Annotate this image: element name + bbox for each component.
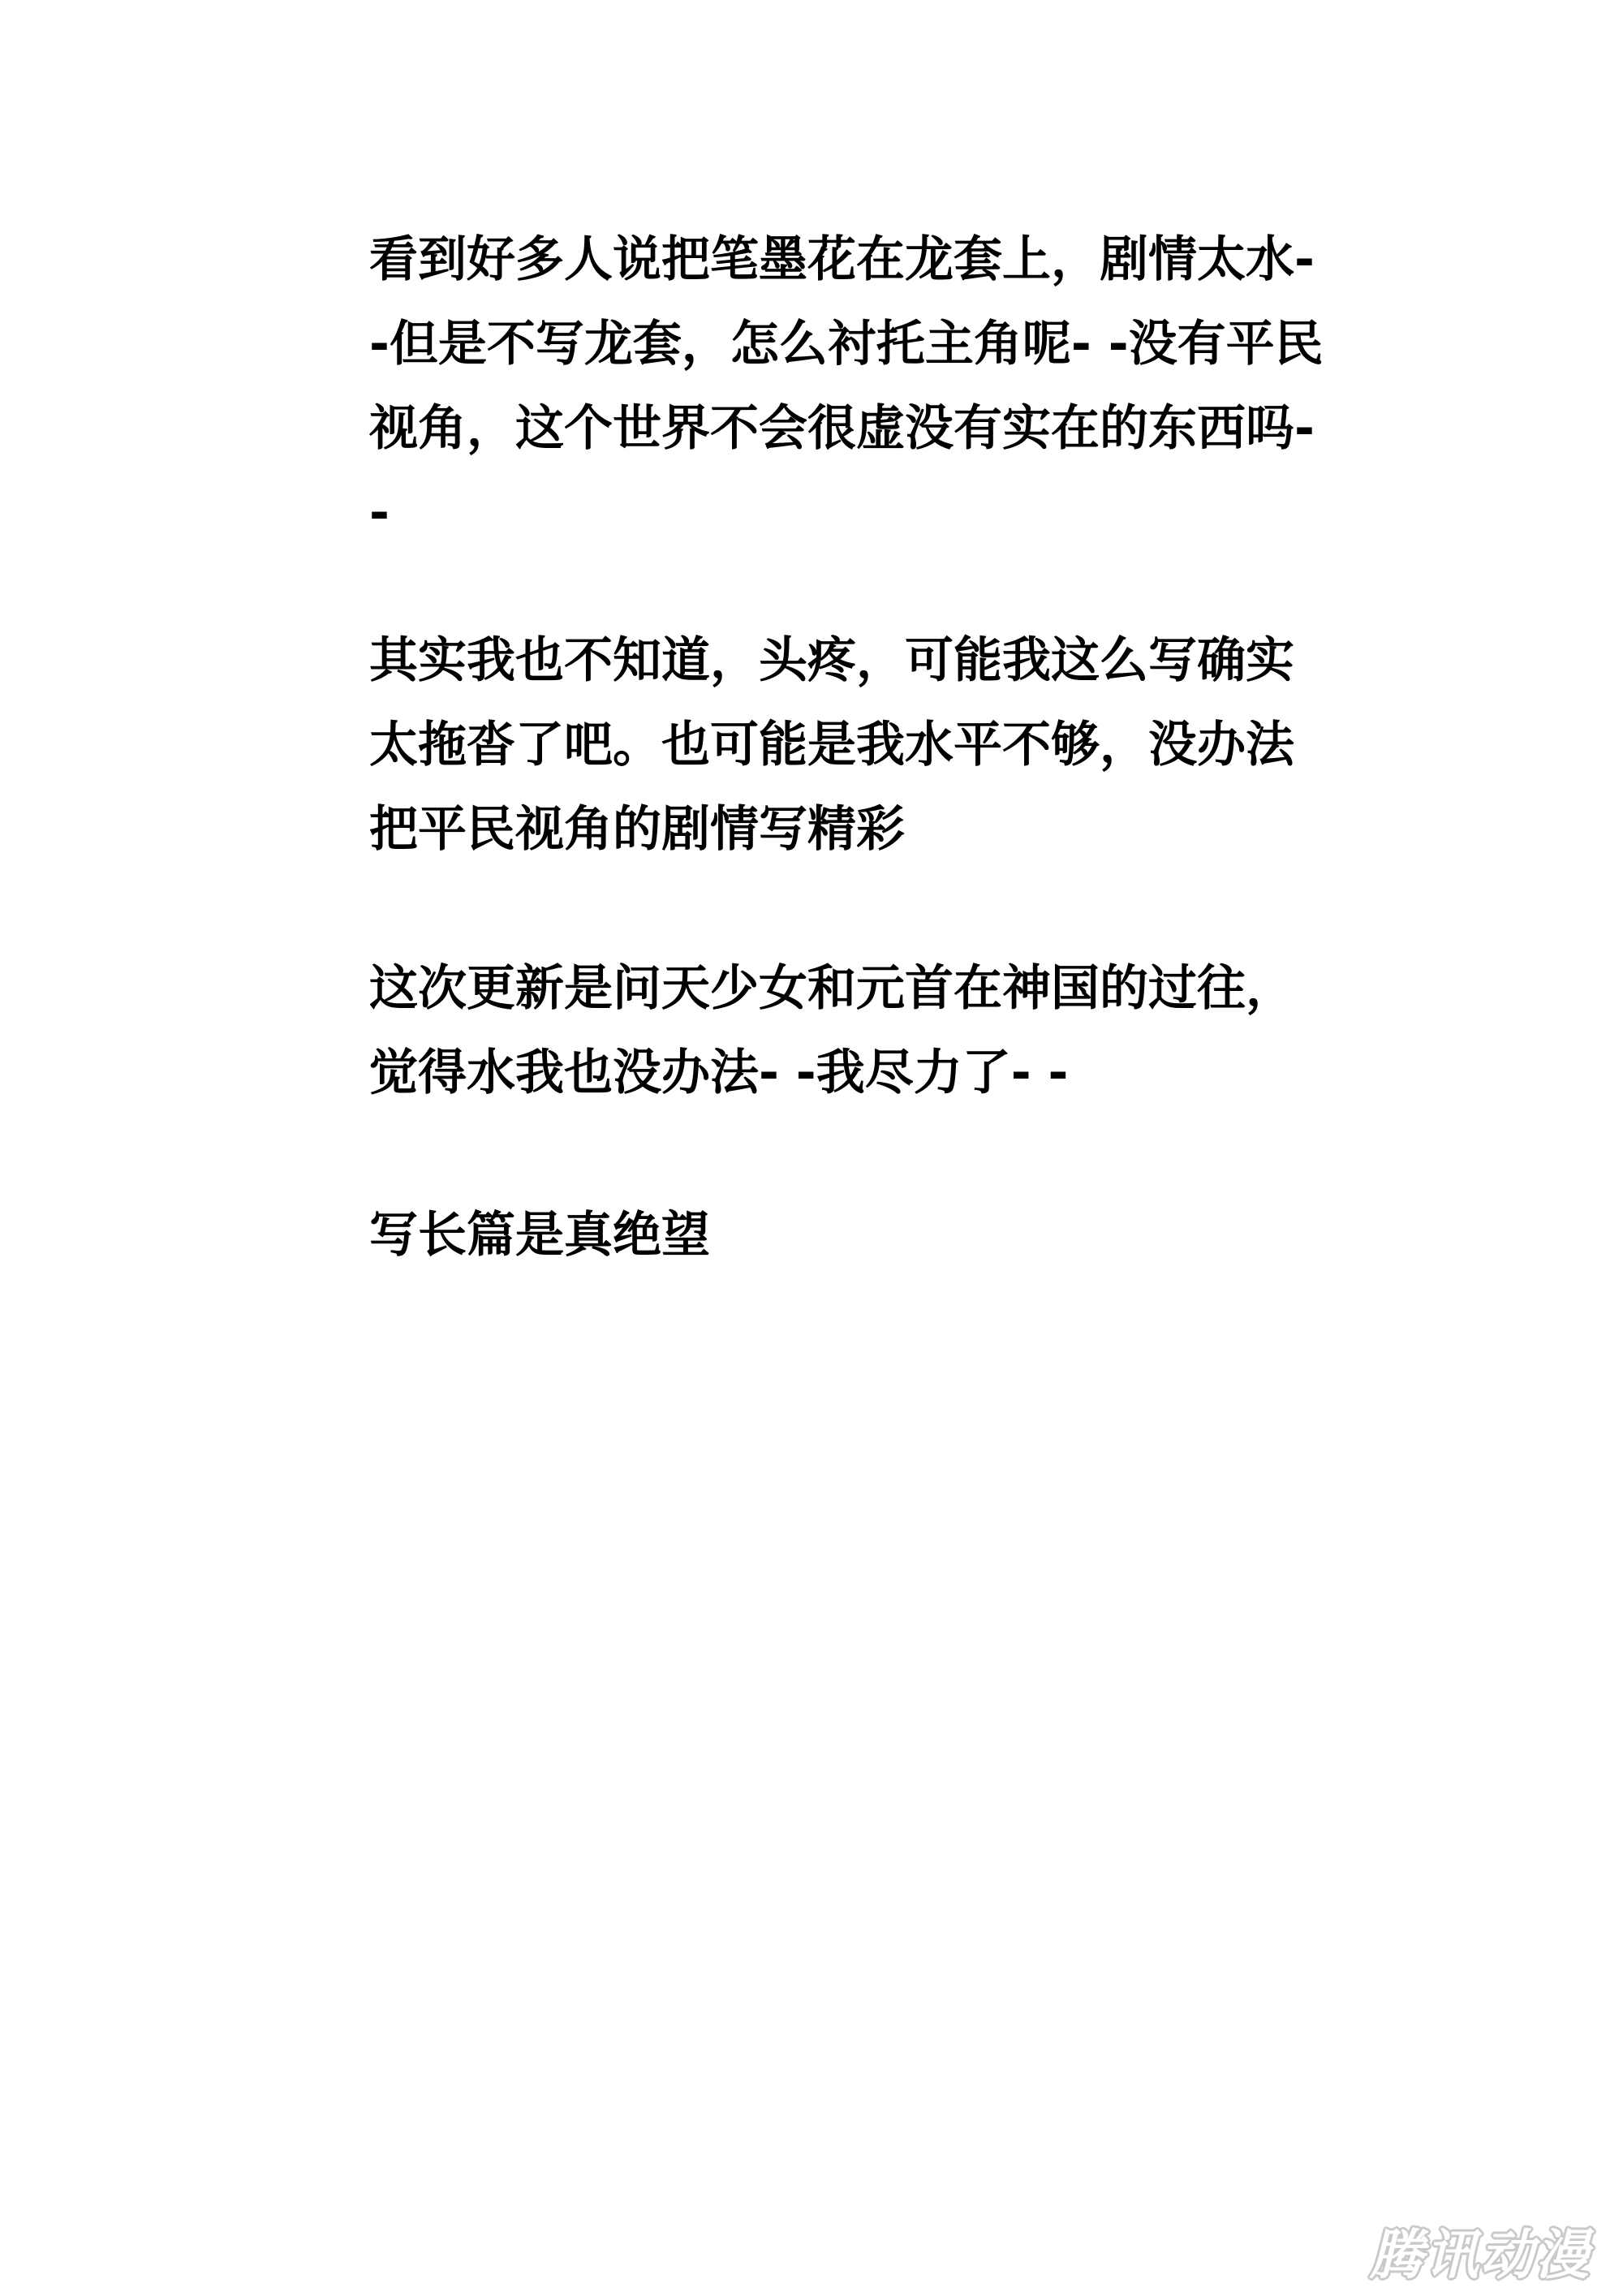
- author-note: [369, 218, 1327, 1277]
- paragraph-1: [369, 218, 1327, 555]
- text-line: 视角，这个世界不会很虚没有实在的东西吗-: [369, 400, 1315, 457]
- paragraph-3: [369, 946, 1327, 1115]
- text-line: 看到好多人说把笔墨花在龙套上，剧情太水-: [369, 231, 1315, 288]
- watermark-text: 腾讯动漫: [1370, 2223, 1591, 2286]
- paragraph-2: [369, 618, 1327, 872]
- tencent-comic-watermark: [1354, 2217, 1607, 2286]
- text-line: 把平民视角的剧情写精彩: [369, 801, 905, 858]
- text-line: 太拖沓了吧。也可能是我水平不够，没办法: [369, 717, 1294, 773]
- text-line: 觉得水我也没办法- -我尽力了- -: [369, 1045, 1069, 1101]
- paragraph-4: [369, 1193, 1327, 1277]
- text-line: 写长篇是真绝望: [369, 1207, 710, 1264]
- paragraph-spacer: [369, 555, 1327, 618]
- paragraph-spacer: [369, 872, 1327, 946]
- text-line: 这次更新是问天少女和元首在神国的过往，: [369, 960, 1294, 1017]
- text-line: -但是不写龙套，怎么衬托主角呢- -没有平民: [369, 316, 1324, 373]
- text-line: -: [369, 485, 390, 541]
- text-line: 其实我也不知道，头疼，可能我这么写确实: [369, 632, 1294, 689]
- paragraph-spacer: [369, 1115, 1327, 1193]
